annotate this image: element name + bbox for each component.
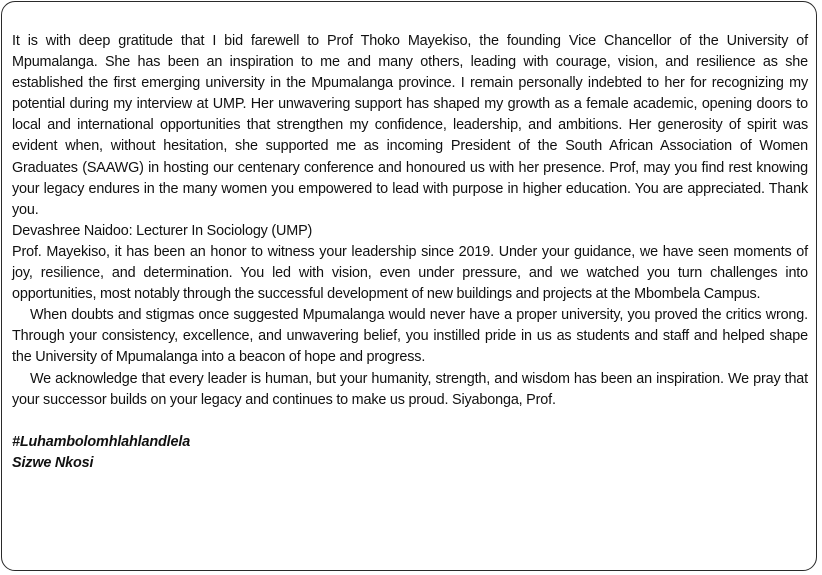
tribute-paragraph: Prof. Mayekiso, it has been an honor to witness your leadership since 2019. Under your guidance, we have seen moments of joy, resilience, and determination. You led with vision, even under pressure, and we watched you turn challenges into opportunities, most notably through the successful development of new buildings and projects at the Mbombela Campus. bbox=[12, 243, 808, 303]
tribute-author: Devashree Naidoo: Lecturer In Sociology (UMP) bbox=[12, 222, 313, 239]
hashtag: #Luhambolomhlahlandlela bbox=[12, 433, 191, 450]
tribute-paragraph: It is with deep gratitude that I bid farewell to Prof Thoko Mayekiso, the founding Vice Chancellor of the University of Mpumalanga. She has been an inspiration to me and many others, leading with courage, vision, and resilience as she established the first emerging university in the Mpumalanga province. I remain personally indebted to her for recognizing my potential during my interview at UMP. Her unwavering support has shaped my growth as a female academic, opening doors to local and international opportunities that strengthen my confidence, leadership, and ambitions. Her generosity of spirit was evident when, without hesitation, she supported me as incoming President of the South African Association of Women Graduates (SAAWG) in hosting our centenary conference and honoured us with her presence. Prof, may you find rest knowing your legacy endures in the many women you empowered to lead with purpose in higher education. You are appreciated. Thank you. bbox=[12, 33, 808, 218]
tribute-author-signature: Sizwe Nkosi bbox=[12, 454, 94, 471]
tribute-content bbox=[12, 31, 808, 474]
spacer bbox=[12, 411, 808, 432]
tribute-paragraph: We acknowledge that every leader is human, but your humanity, strength, and wisdom has been an inspiration. We pray that your successor builds on your legacy and continues to make us proud. Siyabonga, Prof. bbox=[12, 370, 808, 408]
tribute-paragraph: When doubts and stigmas once suggested Mpumalanga would never have a proper university, you proved the critics wrong. Through your consistency, excellence, and unwavering belief, you instilled pride in us as students and staff and helped shape the University of Mpumalanga into a beacon of hope and progress. bbox=[12, 307, 808, 366]
